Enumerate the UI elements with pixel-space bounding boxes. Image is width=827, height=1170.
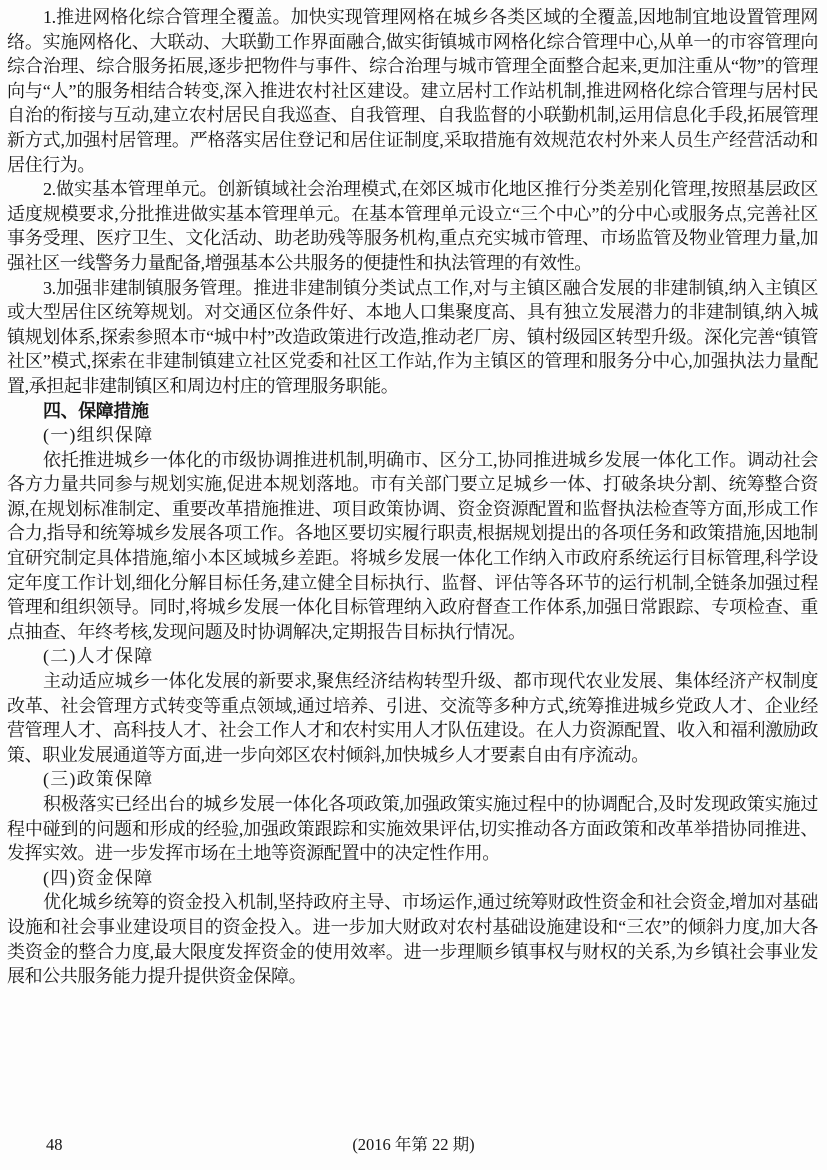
sub-heading-policy: (三)政策保障 <box>43 769 154 790</box>
paragraph-talent: 主动适应城乡一体化发展的新要求,聚焦经济结构转型升级、都市现代农业发展、集体经济产权制度改革、社会管理方式转变等重点领域,通过培养、引进、交流等多种方式,统筹推进城乡党政人才、企业经营管理人才、高科技人才、社会工作人才和农村实用人才队伍建设。在人力资源配置、收入和福利激励政策、职业发展通道等方面,进一步向郊区农村倾斜,加快城乡人才要素自由有序流动。 <box>7 671 818 765</box>
paragraph-policy: 积极落实已经出台的城乡发展一体化各项政策,加强政策实施过程中的协调配合,及时发现政策实施过程中碰到的问题和形成的经验,加强政策跟踪和实施效果评估,切实推动各方面政策和改革举措协同推进、发挥实效。进一步发挥市场在土地等资源配置中的决定性作用。 <box>7 794 818 864</box>
paragraph-organization: 依托推进城乡一体化的市级协调推进机制,明确市、区分工,协同推进城乡发展一体化工作。调动社会各方力量共同参与规划实施,促进本规划落地。市有关部门要立足城乡一体、打破条块分割、统筹整合资源,在规划标准制定、重要改革措施推进、项目政策协调、资金资源配置和监督执法检查等方面,形成工作合力,指导和统筹城乡发展各项工作。各地区要切实履行职责,根据规划提出的各项任务和政策措施,因地制宜研究制定具体措施,缩小本区域城乡差距。将城乡发展一体化工作纳入市政府系统运行目标管理,科学设定年度工作计划,细化分解目标任务,建立健全目标执行、监督、评估等各环节的运行机制,全链条加强过程管理和组织领导。同时,将城乡发展一体化目标管理纳入政府督查工作体系,加强日常跟踪、专项检查、重点抽查、年终考核,发现问题及时协调解决,定期报告目标执行情况。 <box>7 449 818 642</box>
page-footer <box>0 1134 827 1156</box>
paragraph-funding: 优化城乡统筹的资金投入机制,坚持政府主导、市场运作,通过统筹财政性资金和社会资金,增加对基础设施和社会事业建设项目的资金投入。进一步加大财政对农村基础设施建设和“三农”的倾斜力度,加大各类资金的整合力度,最大限度发挥资金的使用效率。进一步理顺乡镇事权与财权的关系,为乡镇社会事业发展和公共服务能力提升提供资金保障。 <box>7 892 818 987</box>
document-body <box>7 5 818 989</box>
paragraph-grid-management: 1.推进网格化综合管理全覆盖。加快实现管理网格在城乡各类区域的全覆盖,因地制宜地设置管理网络。实施网格化、大联动、大联勤工作界面融合,做实街镇城市网格化综合管理中心,从单一的市容管理向综合治理、综合服务拓展,逐步把物件与事件、综合治理与城市管理全面整合起来,更加注重从“物”的管理向与“人”的服务相结合转变,深入推进农村社区建设。建立居村工作站机制,推进网格化综合管理与居村民自治的衔接与互动,建立农村居民自我巡查、自我管理、自我监督的小联勤机制,运用信息化手段,拓展管理新方式,加强村居管理。严格落实居住登记和居住证制度,采取措施有效规范农村外来人员生产经营活动和居住行为。 <box>7 7 818 175</box>
issue-label: (2016 年第 22 期) <box>352 1135 475 1154</box>
paragraph-basic-units: 2.做实基本管理单元。创新镇域社会治理模式,在郊区城市化地区推行分类差别化管理,按照基层政区适度规模要求,分批推进做实基本管理单元。在基本管理单元设立“三个中心”的分中心或服务点,完善社区事务受理、医疗卫生、文化活动、助老助残等服务机构,重点充实城市管理、市场监管及物业管理力量,加强社区一线警务力量配备,增强基本公共服务的便捷性和执法管理的有效性。 <box>7 179 818 273</box>
section-heading-safeguards: 四、保障措施 <box>43 400 149 421</box>
paragraph-non-town-service: 3.加强非建制镇服务管理。推进非建制镇分类试点工作,对与主镇区融合发展的非建制镇,纳入主镇区或大型居住区统筹规划。对交通区位条件好、本地人口集聚度高、具有独立发展潜力的非建制镇,纳入城镇规划体系,探索参照本市“城中村”改造政策进行改造,推动老厂房、镇村级园区转型升级。深化完善“镇管社区”模式,探索在非建制镇建立社区党委和社区工作站,作为主镇区的管理和服务分中心,加强执法力量配置,承担起非建制镇区和周边村庄的管理服务职能。 <box>7 277 818 396</box>
page-number: 48 <box>46 1135 63 1154</box>
sub-heading-talent: (二)人才保障 <box>43 646 154 667</box>
sub-heading-funding: (四)资金保障 <box>43 867 154 888</box>
sub-heading-organization: (一)组织保障 <box>43 425 154 446</box>
